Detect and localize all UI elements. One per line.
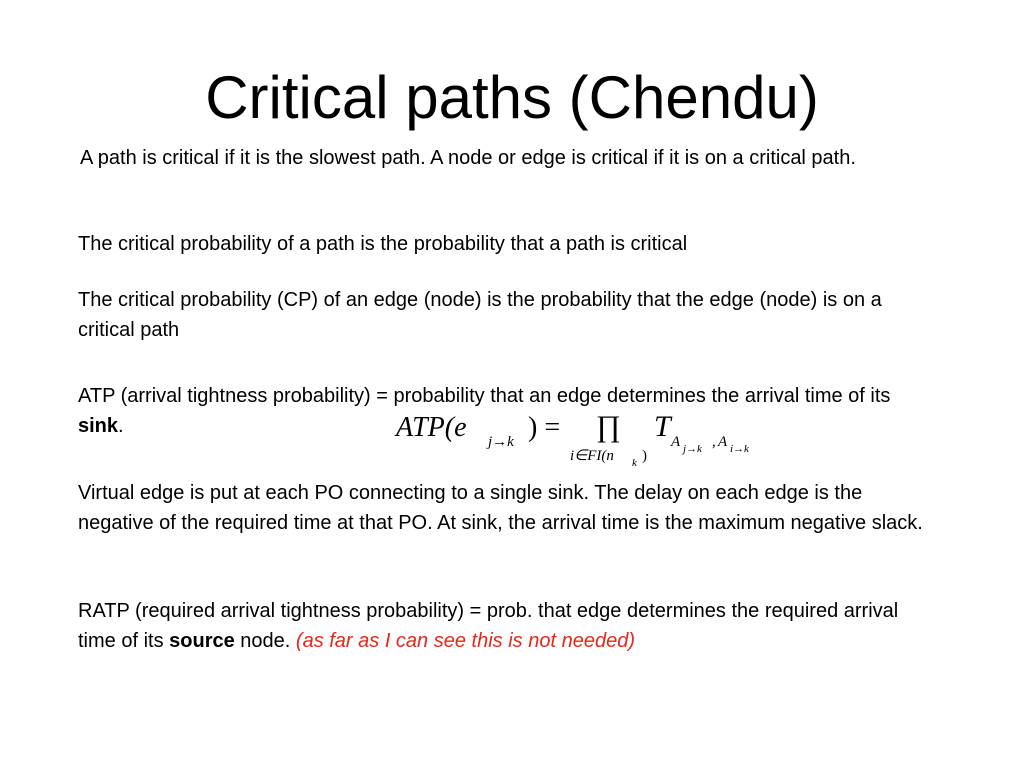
formula-product-subscript-k: k	[632, 457, 637, 469]
definition-edge-critical-probability: The critical probability (CP) of an edge (node) is the probability that the edge (node) is on a critical path	[78, 289, 882, 341]
definition-path-critical-probability: The critical probability of a path is the probability that a path is critical	[78, 233, 688, 255]
formula-product-subscript-close: )	[642, 448, 647, 464]
ratp-node-text: node.	[234, 630, 296, 652]
formula-term-a2-subscript: i→k	[730, 443, 749, 455]
atp-formula	[390, 402, 790, 472]
virtual-edge-description: Virtual edge is put at each PO connecting to a single sink. The delay on each edge is the negative of the required time at that PO. At sink, the arrival time is the maximum negative slack.	[78, 482, 923, 534]
formula-term: T	[654, 410, 671, 443]
ratp-note: (as far as I can see this is not needed)	[295, 630, 635, 652]
definition-critical-path: A path is critical if it is the slowest path. A node or edge is critical if it is on a critical path.	[80, 147, 856, 169]
atp-sink-keyword: sink	[78, 415, 119, 437]
atp-text: ATP (arrival tightness probability) = probability that an edge determines the arrival time of its	[78, 385, 891, 407]
formula-product-symbol: ∏	[596, 410, 621, 443]
definition-ratp	[78, 596, 938, 656]
formula-term-a2: A	[718, 434, 728, 450]
slide-title: Critical paths (Chendu)	[205, 64, 819, 131]
ratp-text: RATP (required arrival tightness probability) = prob. that edge determines the required arrival time of its	[78, 600, 899, 652]
atp-formula-graphic	[390, 402, 790, 472]
formula-term-a1: A	[671, 434, 681, 450]
formula-product-subscript: i∈FI(n	[570, 448, 614, 464]
formula-term-comma: ,	[712, 434, 716, 450]
formula-lhs: ATP(e	[396, 412, 467, 443]
atp-period: .	[118, 415, 124, 437]
formula-lhs-close: ) =	[528, 412, 561, 443]
ratp-source-keyword: source	[169, 630, 235, 652]
formula-term-a1-subscript: j→k	[683, 443, 702, 455]
formula-lhs-subscript: j→k	[488, 434, 514, 450]
